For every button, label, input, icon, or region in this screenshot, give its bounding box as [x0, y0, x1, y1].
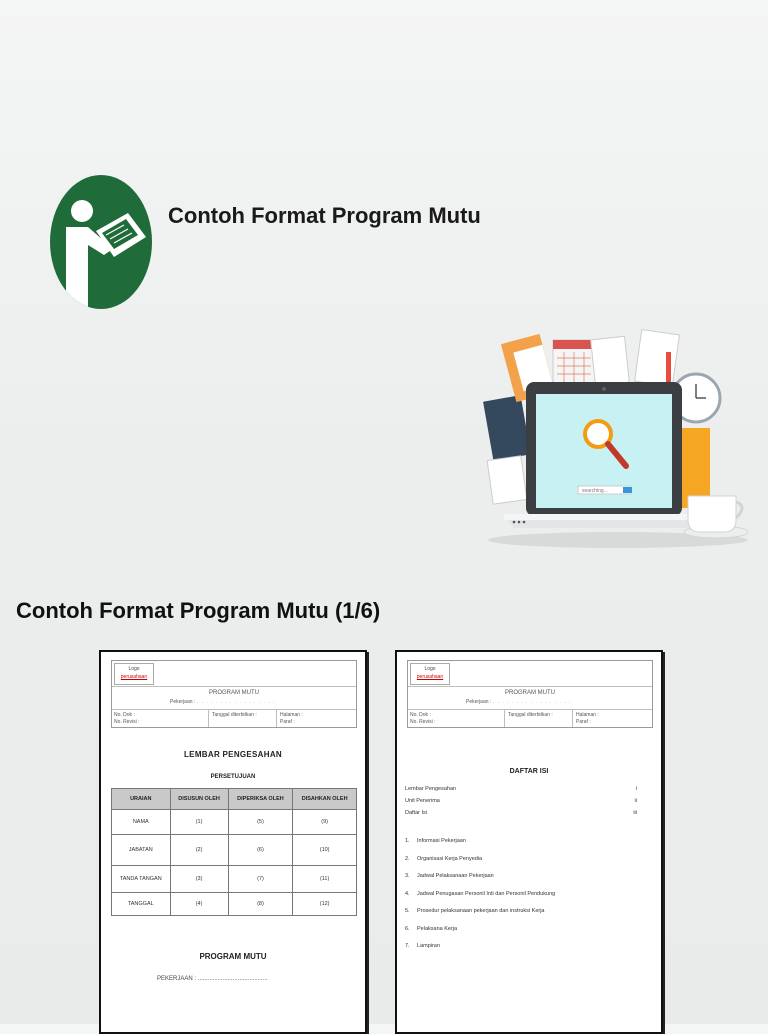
table-cell: (1): [170, 810, 228, 835]
table-cell: (7): [228, 866, 293, 893]
daftar-isi-title: DAFTAR ISI: [509, 768, 549, 775]
list-item: 7. Lampiran: [405, 943, 440, 949]
persetujuan-title: PERSETUJUAN: [210, 774, 256, 780]
lembar-pengesahan-title: LEMBAR PENGESAHAN: [184, 750, 282, 759]
document-page-lembar-pengesahan: [99, 650, 367, 1034]
table-cell: (6): [228, 835, 293, 866]
chapter-list: [405, 838, 645, 961]
header-program: PROGRAM MUTU: [505, 690, 555, 696]
document-header: [111, 660, 357, 728]
table-cell: TANGGAL: [112, 893, 171, 916]
header-tanggal: Tanggal diterbitkan :: [508, 712, 553, 718]
table-cell: TANDA TANGAN: [112, 866, 171, 893]
header-program: PROGRAM MUTU: [209, 690, 259, 696]
table-cell: (3): [170, 866, 228, 893]
table-row: [112, 866, 357, 893]
table-of-contents: [405, 786, 637, 822]
table-cell: (4): [170, 893, 228, 916]
logo-company-text: perusahaan: [416, 674, 444, 680]
slide-title: Contoh Format Program Mutu: [168, 203, 481, 228]
list-item: 2. Organisasi Kerja Penyedia: [405, 855, 483, 862]
toc-row: Unit Penerima ii: [405, 798, 637, 804]
table-cell: (11): [293, 866, 357, 893]
table-cell: NAMA: [112, 810, 171, 835]
table-cell: (8): [228, 893, 293, 916]
search-placeholder: searching...: [582, 488, 608, 494]
table-cell: (2): [170, 835, 228, 866]
program-mutu-heading: PROGRAM MUTU: [199, 952, 267, 961]
list-item: 6. Pelaksana Kerja: [405, 925, 458, 932]
table-cell: JABATAN: [112, 835, 171, 866]
toc-row: Lembar Pengesahan i: [405, 786, 637, 792]
document-page-daftar-isi: [395, 650, 663, 1034]
header-doc-info: No. Dok : No. Revisi :: [410, 712, 436, 725]
table-header: DISAHKAN OLEH: [293, 789, 357, 810]
workspace-illustration: [478, 318, 748, 548]
table-header: DIPERIKSA OLEH: [228, 789, 293, 810]
table-row: [112, 835, 357, 866]
list-item: 3. Jadwal Pelaksanaan Pekerjaan: [405, 873, 494, 879]
table-header: URAIAN: [112, 789, 171, 810]
list-item: 1. Informasi Pekerjaan: [405, 838, 466, 844]
logo-text: Logo: [424, 666, 436, 672]
header-halaman: Halaman : Paraf :: [280, 712, 303, 725]
table-row: [112, 810, 357, 835]
document-header: [407, 660, 653, 728]
table-cell: (10): [293, 835, 357, 866]
header-pekerjaan: Pekerjaan : . . . . . . . . . . . . . . . . .: [170, 699, 276, 705]
company-logo-placeholder: [114, 663, 154, 685]
list-item: 5. Prosedur pelaksanaan pekerjaan dan instruksi Kerja: [405, 908, 545, 914]
list-item: 4. Jadwal Penugasan Personil Inti dan Personil Pendukung: [405, 890, 556, 897]
logo-company-text: perusahaan: [120, 674, 148, 680]
reading-person-icon: [50, 175, 152, 309]
header-tanggal: Tanggal diterbitkan :: [212, 712, 257, 718]
company-logo-placeholder: [410, 663, 450, 685]
approval-table: [111, 788, 357, 916]
table-header: DISUSUN OLEH: [170, 789, 228, 810]
table-cell: (5): [228, 810, 293, 835]
header-halaman: Halaman : Paraf :: [576, 712, 599, 725]
table-cell: (9): [293, 810, 357, 835]
logo-text: Logo: [128, 666, 140, 672]
header-pekerjaan: Pekerjaan : . . . . . . . . . . . . . . . . .: [466, 699, 572, 705]
header-doc-info: No. Dok : No. Revisi :: [114, 712, 140, 725]
table-row: [112, 893, 357, 916]
toc-row: Daftar Isi iii: [405, 810, 637, 816]
section-title: Contoh Format Program Mutu (1/6): [16, 598, 381, 623]
table-cell: (12): [293, 893, 357, 916]
pekerjaan-line: PEKERJAAN : ..........................................: [157, 976, 268, 982]
